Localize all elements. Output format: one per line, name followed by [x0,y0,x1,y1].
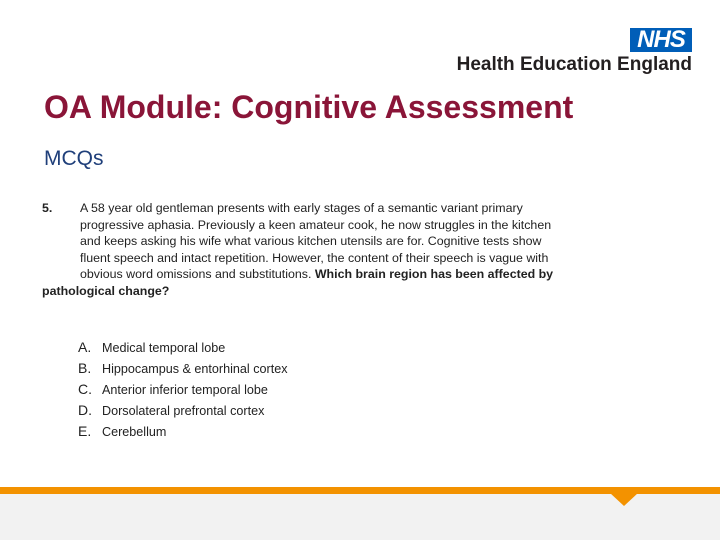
option-letter: D. [78,402,92,418]
answer-option-b[interactable] [78,358,288,379]
answer-option-c[interactable] [78,379,288,400]
option-letter: A. [78,339,92,355]
organisation-name: Health Education England [456,54,692,75]
option-text: Dorsolateral prefrontal cortex [102,404,265,418]
question-line [80,266,652,283]
option-letter: E. [78,423,92,439]
nhs-hee-logo [447,28,692,76]
option-letter: C. [78,381,92,397]
option-text: Medical temporal lobe [102,341,226,355]
option-letter: B. [78,360,92,376]
option-text: Anterior inferior temporal lobe [102,383,268,397]
answer-option-e[interactable] [78,421,288,442]
section-title: MCQs [44,147,104,170]
question-line: fluent speech and intact repetition. However, the content of their speech is vague with [80,250,549,265]
nhs-logo-box: NHS [630,28,692,52]
question-line: A 58 year old gentleman presents with early stages of a semantic variant primary [80,201,523,215]
answer-option-a[interactable] [78,337,288,358]
option-text: Hippocampus & entorhinal cortex [102,362,288,376]
option-text: Cerebellum [102,425,167,439]
question-block [42,200,652,300]
question-prompt: Which brain region has been affected by [314,267,554,282]
question-line: and keeps asking his wife what various kitchen utensils are for. Cognitive tests show [80,234,542,249]
answer-option-d[interactable] [78,400,288,421]
question-text [42,200,652,300]
question-number: 5. [42,201,53,215]
question-line: progressive aphasia. Previously a keen amateur cook, he now struggles in the kitchen [80,217,552,232]
answer-options [78,337,288,442]
question-prompt-tail: pathological change? [42,283,170,298]
question-line-plain: obvious word omissions and substitutions. [80,267,315,282]
page-title: OA Module: Cognitive Assessment [44,89,574,125]
footer-chevron-icon [610,493,638,506]
